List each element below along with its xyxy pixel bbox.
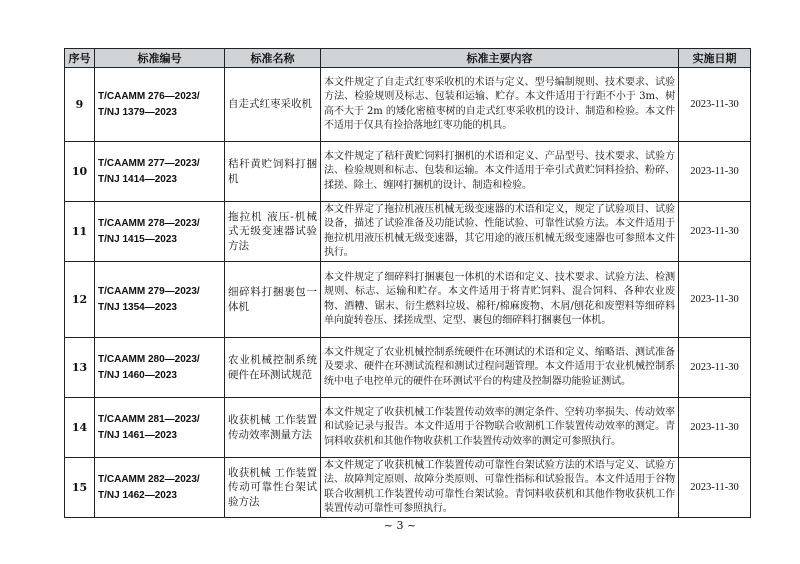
- table-row: [65, 398, 751, 458]
- table-row: [65, 338, 751, 398]
- standard-content: 本文件规定了收获机械工作装置传动可靠性台架试验方法的术语与定义、试验方法、故障判定原则、故障分类原则、可靠性指标和试验报告。本文件适用于谷物联合收割机工作装置传动可靠性台架试验。青饲料收获机和其他作物收获机工作装置传动可靠性可参照执行。: [321, 458, 679, 518]
- standard-name: 细碎料打捆裹包一体机: [225, 262, 321, 338]
- row-number: 10: [65, 142, 95, 202]
- effective-date: 2023-11-30: [679, 458, 751, 518]
- standard-content: 本文件规定了细碎料打捆裹包一体机的术语和定义、技术要求、试验方法、检测规则、标志、运输和贮存。本文件适用于将青贮饲料、混合饲料、各种农业废物、酒糟、锯末、衍生燃料垃圾、棉秆/棉麻废物、木屑/刨花和废塑料等细碎料单向旋转卷压、揉搓成型、定型、裹包的细碎料打捆裹包一体机。: [321, 262, 679, 338]
- row-number: 11: [65, 202, 95, 262]
- table-row: [65, 458, 751, 518]
- page-number: ~ 3 ~: [383, 519, 417, 532]
- table-row: [65, 262, 751, 338]
- row-number: 14: [65, 398, 95, 458]
- standard-code: T/CAAMM 282—2023/ T/NJ 1462—2023: [95, 458, 225, 518]
- standards-table: [64, 48, 751, 518]
- standard-content: 本文件规定了农业机械控制系统硬件在环测试的术语和定义、缩略语、测试准备及要求、硬件在环测试流程和测试过程问题管理。本文件适用于农业机械控制系统中电子电控单元的硬件在环测试平台的构建及控制器功能验证测试。: [321, 338, 679, 398]
- standard-content: 本文件规定了秸秆黄贮饲料打捆机的术语和定义、产品型号、技术要求、试验方法、检验规则和标志、包装和运输。本文件适用于牵引式黄贮饲料捡拾、粉碎、揉搓、除土、缠网打捆机的设计、制造和检验。: [321, 142, 679, 202]
- row-number: 12: [65, 262, 95, 338]
- row-number: 13: [65, 338, 95, 398]
- standard-content: 本文件规定了自走式红枣采收机的术语与定义、型号编制规则、技术要求、试验方法、检验规则及标志、包装和运输、贮存。本文件适用于行距不小于 3m、树高不大于 2m 的矮化密植枣树的自走式红枣采收机的设计、制造和检验。本文件不适用于仅具有捡拾落地红枣功能的机具。: [321, 68, 679, 142]
- standard-code: T/CAAMM 279—2023/ T/NJ 1354—2023: [95, 262, 225, 338]
- standard-name: 收获机械 工作装置传动可靠性台架试验方法: [225, 458, 321, 518]
- standard-code: T/CAAMM 276—2023/ T/NJ 1379—2023: [95, 68, 225, 142]
- standard-name: 秸秆黄贮饲料打捆机: [225, 142, 321, 202]
- effective-date: 2023-11-30: [679, 338, 751, 398]
- effective-date: 2023-11-30: [679, 142, 751, 202]
- table-row: [65, 202, 751, 262]
- standard-content: 本文件规定了收获机械工作装置传动效率的测定条件、空转功率损失、传动效率和试验记录与报告。本文件适用于谷物联合收割机工作装置传动效率的测定。青饲料收获机和其他作物收获机工作装置传动效率的测定可参照执行。: [321, 398, 679, 458]
- header-content: 标准主要内容: [321, 49, 679, 68]
- standard-code: T/CAAMM 280—2023/ T/NJ 1460—2023: [95, 338, 225, 398]
- header-code: 标准编号: [95, 49, 225, 68]
- standard-code: T/CAAMM 278—2023/ T/NJ 1415—2023: [95, 202, 225, 262]
- standard-code: T/CAAMM 277—2023/ T/NJ 1414—2023: [95, 142, 225, 202]
- standard-name: 拖拉机 液压-机械式无级变速器试验方法: [225, 202, 321, 262]
- effective-date: 2023-11-30: [679, 68, 751, 142]
- table-row: [65, 68, 751, 142]
- standard-name: 收获机械 工作装置传动效率测量方法: [225, 398, 321, 458]
- table-row: [65, 142, 751, 202]
- table-header-row: [65, 49, 751, 68]
- header-date: 实施日期: [679, 49, 751, 68]
- standard-name: 自走式红枣采收机: [225, 68, 321, 142]
- effective-date: 2023-11-30: [679, 262, 751, 338]
- row-number: 9: [65, 68, 95, 142]
- header-no: 序号: [65, 49, 95, 68]
- standard-code: T/CAAMM 281—2023/ T/NJ 1461—2023: [95, 398, 225, 458]
- effective-date: 2023-11-30: [679, 398, 751, 458]
- effective-date: 2023-11-30: [679, 202, 751, 262]
- standard-name: 农业机械控制系统 硬件在环测试规范: [225, 338, 321, 398]
- row-number: 15: [65, 458, 95, 518]
- header-name: 标准名称: [225, 49, 321, 68]
- standard-content: 本文件界定了拖拉机液压机械无级变速器的术语和定义，规定了试验项目、试验设备，描述了试验准备及功能试验、性能试验、可靠性试验方法。本文件适用于拖拉机用液压机械无级变速器，其它用途的液压机械无级变速器也可参照本文件执行。: [321, 202, 679, 262]
